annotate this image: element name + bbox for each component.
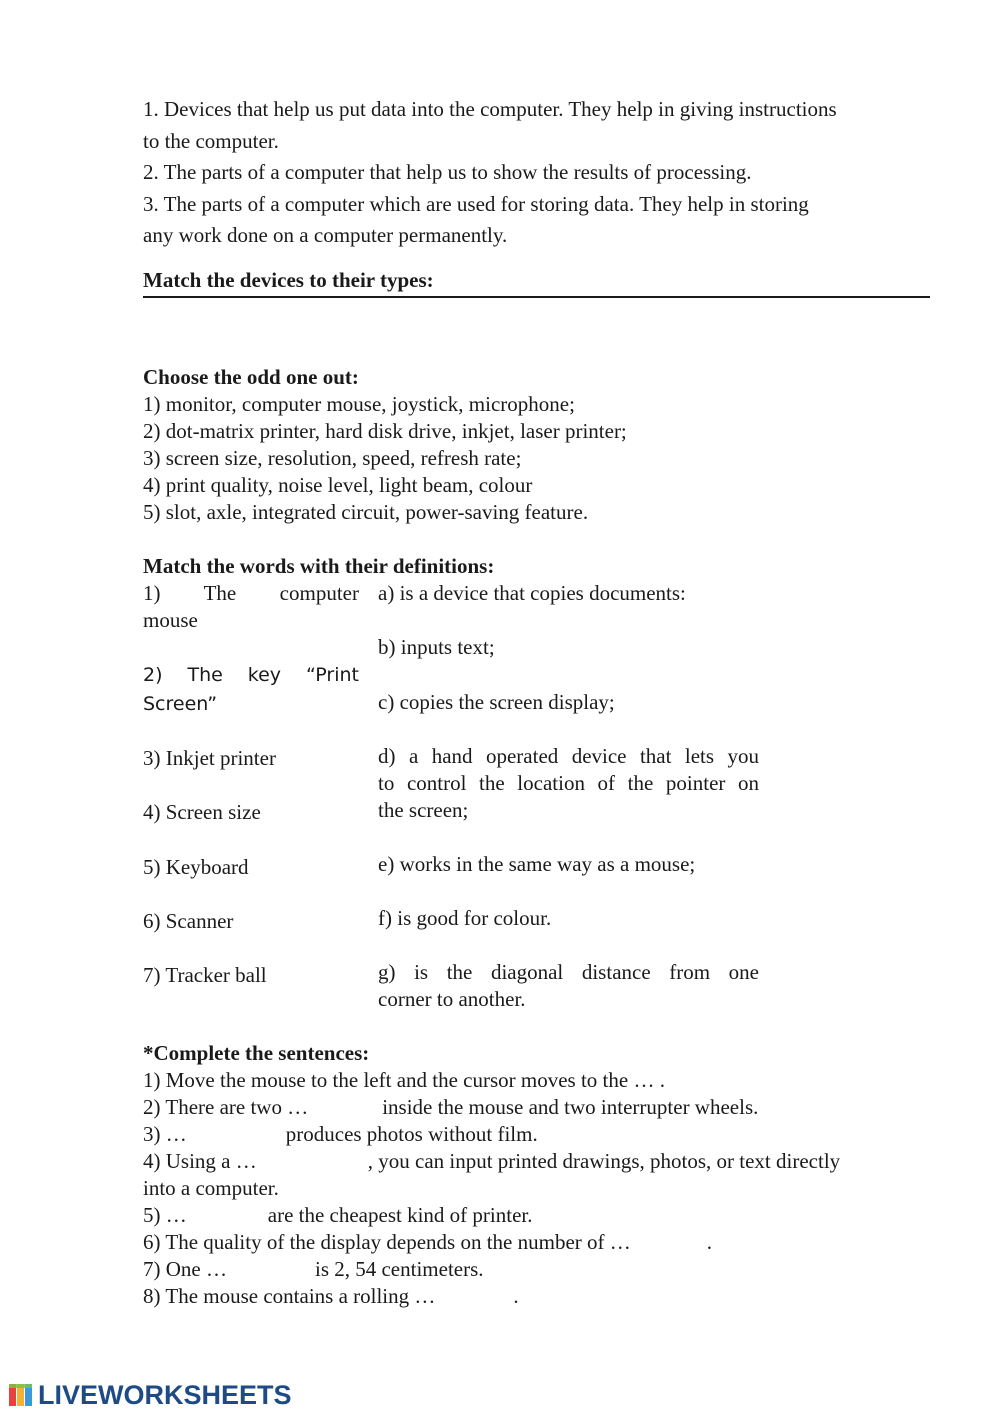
sentence-7 [143,1256,930,1283]
sentence-8 [143,1283,930,1310]
worksheet-page [143,94,930,1310]
sentence-3-start: 3) … [143,1121,187,1146]
sentence-6-start: 6) The quality of the display depends on the number of … [143,1229,631,1254]
liveworksheets-logo [8,1380,292,1410]
sentence-4-start: 4) Using a … [143,1148,257,1173]
sentence-4-end: , you can input printed drawings, photos, or text directly [367,1148,841,1173]
word-6: 6) Scanner [143,908,234,933]
sentence-2-end: inside the mouse and two interrupter wheels. [382,1094,759,1119]
def-d2: to control the location of the pointer on [378,770,759,795]
sentence-4-cont: into a computer. [143,1175,279,1200]
def-b: b) inputs text; [378,634,495,659]
sentence-5-start: 5) … [143,1202,187,1227]
sentence-8-start: 8) The mouse contains a rolling … [143,1283,436,1308]
odd-one-out-heading: Choose the odd one out: [143,364,359,389]
definitions-heading: Match the words with their definitions: [143,553,495,578]
liveworksheets-logo-text: LIVEWORKSHEETS [38,1379,292,1410]
word-1b: mouse [143,607,198,632]
sentence-8-end: . [513,1283,519,1308]
sentence-3 [143,1121,930,1148]
def-a: a) is a device that copies documents: [378,580,686,605]
sentence-7-end: is 2, 54 centimeters. [314,1256,484,1281]
intro-section [143,94,930,252]
def-c: c) copies the screen display; [378,689,615,714]
sentence-1: 1) Move the mouse to the left and the cursor moves to the … . [143,1067,665,1092]
complete-section [143,1040,930,1310]
odd-one-out-section [143,364,930,526]
definitions-columns [143,580,930,1040]
sentence-3-end: produces photos without film. [285,1121,538,1146]
sentence-2-start: 2) There are two … [143,1094,309,1119]
def-e: e) works in the same way as a mouse; [378,851,696,876]
word-2a: 2) The key “Print [143,663,359,686]
intro-line-1b: to the computer. [143,128,279,153]
def-g2: corner to another. [378,986,526,1011]
intro-line-3a: 3. The parts of a computer which are used for storing data. They help in storing [143,191,809,216]
word-1a: 1) The computer [143,580,359,605]
liveworksheets-logo-icon [8,1381,36,1409]
sentence-6 [143,1229,930,1256]
odd-item-1: 1) monitor, computer mouse, joystick, microphone; [143,391,575,416]
def-d3: the screen; [378,797,469,822]
word-4: 4) Screen size [143,799,261,824]
def-g1: g) is the diagonal distance from one [378,959,759,984]
def-f: f) is good for colour. [378,905,552,930]
sentence-5 [143,1202,930,1229]
word-7: 7) Tracker ball [143,962,267,987]
match-types-heading: Match the devices to their types: [143,267,930,298]
sentence-7-start: 7) One … [143,1256,227,1281]
odd-item-4: 4) print quality, noise level, light beam, colour [143,472,533,497]
odd-item-5: 5) slot, axle, integrated circuit, power-saving feature. [143,499,589,524]
def-d1: d) a hand operated device that lets you [378,743,759,768]
definitions-section [143,553,930,1040]
word-5: 5) Keyboard [143,854,249,879]
sentence-4 [143,1148,930,1175]
sentence-6-end: . [706,1229,713,1254]
odd-item-3: 3) screen size, resolution, speed, refresh rate; [143,445,522,470]
word-3: 3) Inkjet printer [143,745,276,770]
sentence-5-end: are the cheapest kind of printer. [267,1202,533,1227]
odd-item-2: 2) dot-matrix printer, hard disk drive, inkjet, laser printer; [143,418,627,443]
intro-line-1a: 1. Devices that help us put data into the computer. They help in giving instructions [143,97,837,121]
intro-line-3b: any work done on a computer permanently. [143,223,508,247]
word-2b: Screen” [143,692,218,715]
intro-line-2: 2. The parts of a computer that help us to show the results of processing. [143,160,752,184]
complete-heading: *Complete the sentences: [143,1040,370,1065]
sentence-2 [143,1094,930,1121]
